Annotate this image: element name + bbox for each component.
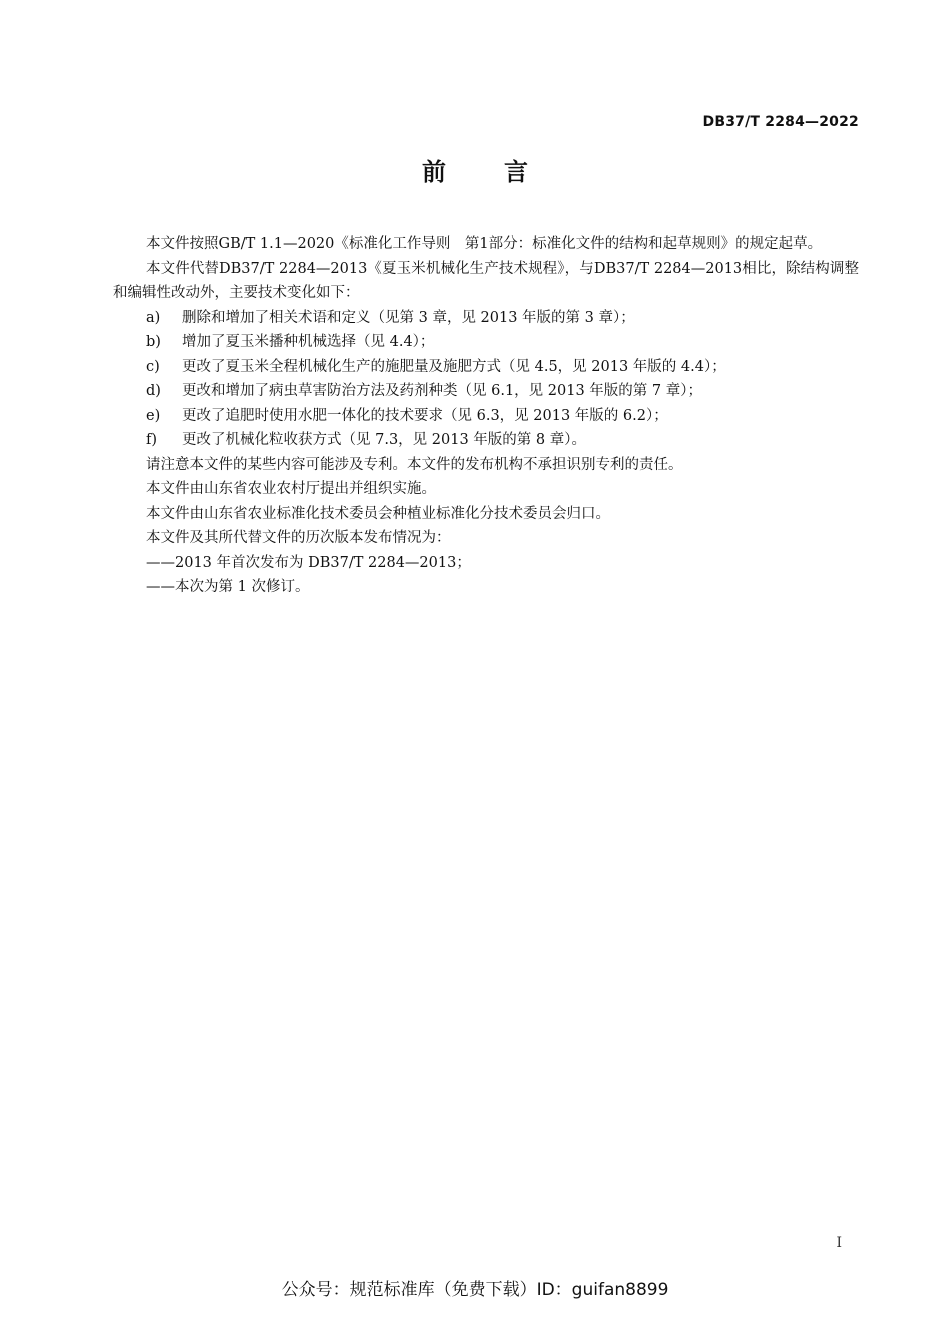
list-marker: b) [146,334,161,350]
list-item [113,355,859,380]
history-item: ——2013 年首次发布为 DB37/T 2284—2013； [146,554,471,571]
paragraph-patent-notice: 请注意本文件的某些内容可能涉及专利。本文件的发布机构不承担识别专利的责任。 [146,456,683,473]
foreword-body [113,232,859,600]
paragraph-drafting-rules: 本文件按照GB/T 1.1—2020《标准化工作导则 第1部分：标准化文件的结构和起草规则》的规定起草。 [146,236,823,252]
paragraph-history-intro: 本文件及其所代替文件的历次版本发布情况为： [146,530,451,546]
list-item-text: 更改了夏玉米全程机械化生产的施肥量及施肥方式（见 4.5，见 2013 年版的 4.4）； [182,358,726,375]
footer-watermark-text: 公众号：规范标准库（免费下载）ID：guifan8899 [281,1280,669,1300]
list-marker: d) [146,383,161,399]
paragraph-proposer: 本文件由山东省农业农村厅提出并组织实施。 [146,481,436,497]
list-item-text: 更改和增加了病虫草害防治方法及药剂种类（见 6.1，见 2013 年版的第 7 章）； [182,383,702,399]
document-code: DB37/T 2284—2022 [702,114,859,130]
list-marker: a) [146,309,161,326]
list-item [113,330,859,355]
list-item [113,306,859,331]
list-item-text: 更改了追肥时使用水肥一体化的技术要求（见 6.3，见 2013 年版的 6.2）； [182,407,668,424]
page-number: I [836,1235,842,1251]
list-item [113,428,859,453]
history-item: ——本次为第 1 次修订。 [146,579,310,595]
list-marker: c) [146,358,160,375]
page-title: 前言 [422,158,586,186]
paragraph-centralized: 本文件由山东省农业标准化技术委员会种植业标准化分技术委员会归口。 [146,505,610,522]
list-item [113,379,859,404]
paragraph-replacement: 本文件代替DB37/T 2284—2013《夏玉米机械化生产技术规程》，与DB37/T 2284—2013相比，除结构调整和编辑性改动外，主要技术变化如下： [113,260,859,301]
list-marker: e) [146,407,161,424]
list-item-text: 更改了机械化粒收获方式（见 7.3，见 2013 年版的第 8 章）。 [182,432,586,448]
list-marker: f) [146,432,158,448]
list-item-text: 增加了夏玉米播种机械选择（见 4.4）； [182,334,435,350]
list-item-text: 删除和增加了相关术语和定义（见第 3 章，见 2013 年版的第 3 章）； [182,309,635,326]
list-item [113,404,859,429]
